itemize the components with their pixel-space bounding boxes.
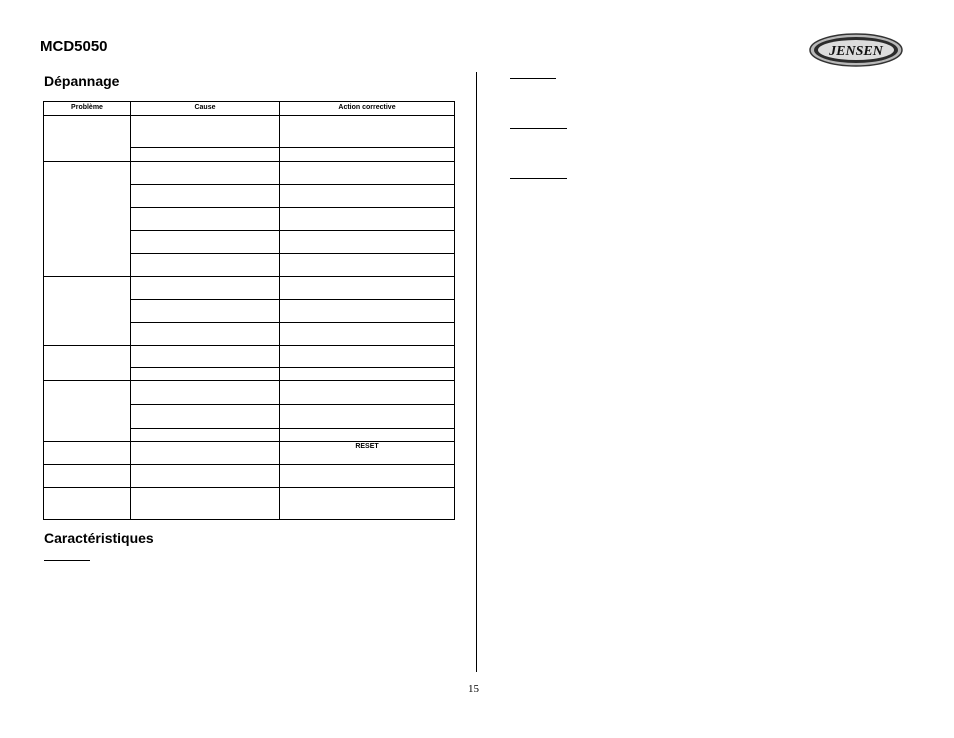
action-cell-reset: RESET <box>280 442 455 465</box>
problem-cell <box>44 277 131 346</box>
action-cell <box>280 381 455 405</box>
problem-cell <box>44 162 131 277</box>
action-cell <box>280 254 455 277</box>
column-header-action: Action corrective <box>280 102 455 116</box>
action-cell <box>280 148 455 162</box>
spec-underline <box>510 78 556 79</box>
problem-cell <box>44 488 131 520</box>
cause-cell <box>131 381 280 405</box>
action-cell <box>280 300 455 323</box>
model-name: MCD5050 <box>40 38 108 55</box>
problem-cell <box>44 381 131 442</box>
table-row <box>44 116 455 148</box>
action-cell <box>280 488 455 520</box>
column-divider <box>476 72 477 672</box>
table-row <box>44 277 455 300</box>
table-row <box>44 442 455 465</box>
action-cell <box>280 162 455 185</box>
action-cell <box>280 405 455 429</box>
action-cell <box>280 465 455 488</box>
logo-text: JENSEN <box>829 44 883 59</box>
page-number: 15 <box>468 683 479 695</box>
cause-cell <box>131 405 280 429</box>
spec-underline <box>510 128 567 129</box>
table-row <box>44 488 455 520</box>
table-row <box>44 162 455 185</box>
specifications-title: Caractéristiques <box>44 530 154 546</box>
action-cell <box>280 368 455 381</box>
cause-cell <box>131 346 280 368</box>
cause-cell <box>131 185 280 208</box>
action-cell <box>280 208 455 231</box>
column-header-problem: Problème <box>44 102 131 116</box>
cause-cell <box>131 208 280 231</box>
problem-cell <box>44 465 131 488</box>
problem-cell <box>44 442 131 465</box>
cause-cell <box>131 148 280 162</box>
column-header-cause: Cause <box>131 102 280 116</box>
table-row <box>44 465 455 488</box>
problem-cell <box>44 116 131 162</box>
action-cell <box>280 346 455 368</box>
cause-cell <box>131 368 280 381</box>
troubleshooting-title: Dépannage <box>44 73 120 89</box>
cause-cell <box>131 254 280 277</box>
action-cell <box>280 277 455 300</box>
action-cell <box>280 231 455 254</box>
problem-cell <box>44 346 131 381</box>
table-row <box>44 381 455 405</box>
cause-cell <box>131 488 280 520</box>
cause-cell <box>131 277 280 300</box>
cause-cell <box>131 323 280 346</box>
cause-cell <box>131 465 280 488</box>
cause-cell <box>131 116 280 148</box>
table-row <box>44 346 455 368</box>
action-cell <box>280 116 455 148</box>
table-header-row <box>44 102 455 116</box>
cause-cell <box>131 300 280 323</box>
cause-cell <box>131 429 280 442</box>
cause-cell <box>131 162 280 185</box>
spec-underline <box>44 560 90 561</box>
cause-cell <box>131 442 280 465</box>
troubleshooting-table <box>43 101 455 520</box>
jensen-logo <box>808 32 904 68</box>
action-cell <box>280 429 455 442</box>
cause-cell <box>131 231 280 254</box>
action-cell <box>280 323 455 346</box>
action-cell <box>280 185 455 208</box>
spec-underline <box>510 178 567 179</box>
